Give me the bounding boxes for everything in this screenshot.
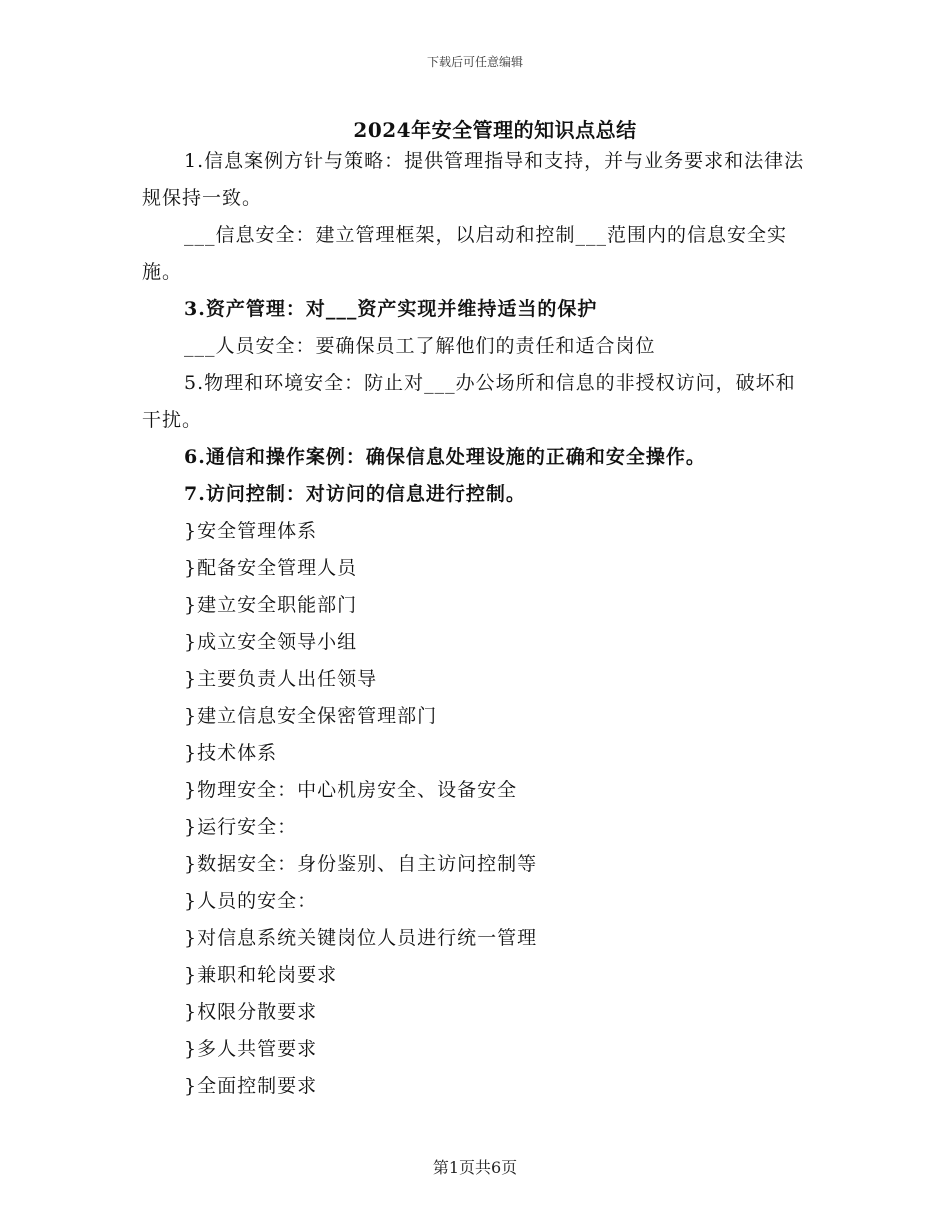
- paragraph-organization: ___信息安全：建立管理框架，以启动和控制___范围内的信息安全实施。: [142, 224, 788, 283]
- list-item: }人员的安全：: [184, 890, 318, 912]
- list-item: }对信息系统关键岗位人员进行统一管理: [184, 927, 538, 949]
- list-item: }建立安全职能部门: [184, 594, 358, 616]
- list-item: }全面控制要求: [184, 1075, 318, 1097]
- paragraph-policy: 1.信息案例方针与策略：提供管理指导和支持，并与业务要求和法律法规保持一致。: [142, 150, 805, 209]
- list-item: }权限分散要求: [184, 1001, 318, 1023]
- list-item: }配备安全管理人员: [184, 557, 358, 579]
- paragraph-access-control: 7.访问控制：对访问的信息进行控制。: [184, 483, 526, 505]
- list-item: }物理安全：中心机房安全、设备安全: [184, 779, 518, 801]
- list-item: }技术体系: [184, 742, 278, 764]
- list-item: }成立安全领导小组: [184, 631, 358, 653]
- page-header: 下载后可任意编辑: [426, 55, 523, 69]
- list-item: }安全管理体系: [184, 520, 318, 542]
- list-item: }多人共管要求: [184, 1038, 318, 1060]
- paragraph-asset-management: 3.资产管理：对___资产实现并维持适当的保护: [184, 298, 598, 320]
- list-item: }主要负责人出任领导: [184, 668, 378, 690]
- list-item: }数据安全：身份鉴别、自主访问控制等: [184, 853, 538, 875]
- document-body: [142, 143, 808, 1105]
- list-item: }兼职和轮岗要求: [184, 964, 338, 986]
- paragraph-personnel-security: ___人员安全：要确保员工了解他们的责任和适合岗位: [184, 335, 656, 357]
- list-item: }建立信息安全保密管理部门: [184, 705, 438, 727]
- page-footer: 第1页共6页: [432, 1158, 518, 1177]
- paragraph-physical-security: 5.物理和环境安全：防止对___办公场所和信息的非授权访问，破坏和干扰。: [142, 372, 796, 431]
- list-item: }运行安全：: [184, 816, 298, 838]
- paragraph-communications: 6.通信和操作案例：确保信息处理设施的正确和安全操作。: [184, 446, 706, 468]
- document-title: 2024年安全管理的知识点总结: [353, 118, 637, 142]
